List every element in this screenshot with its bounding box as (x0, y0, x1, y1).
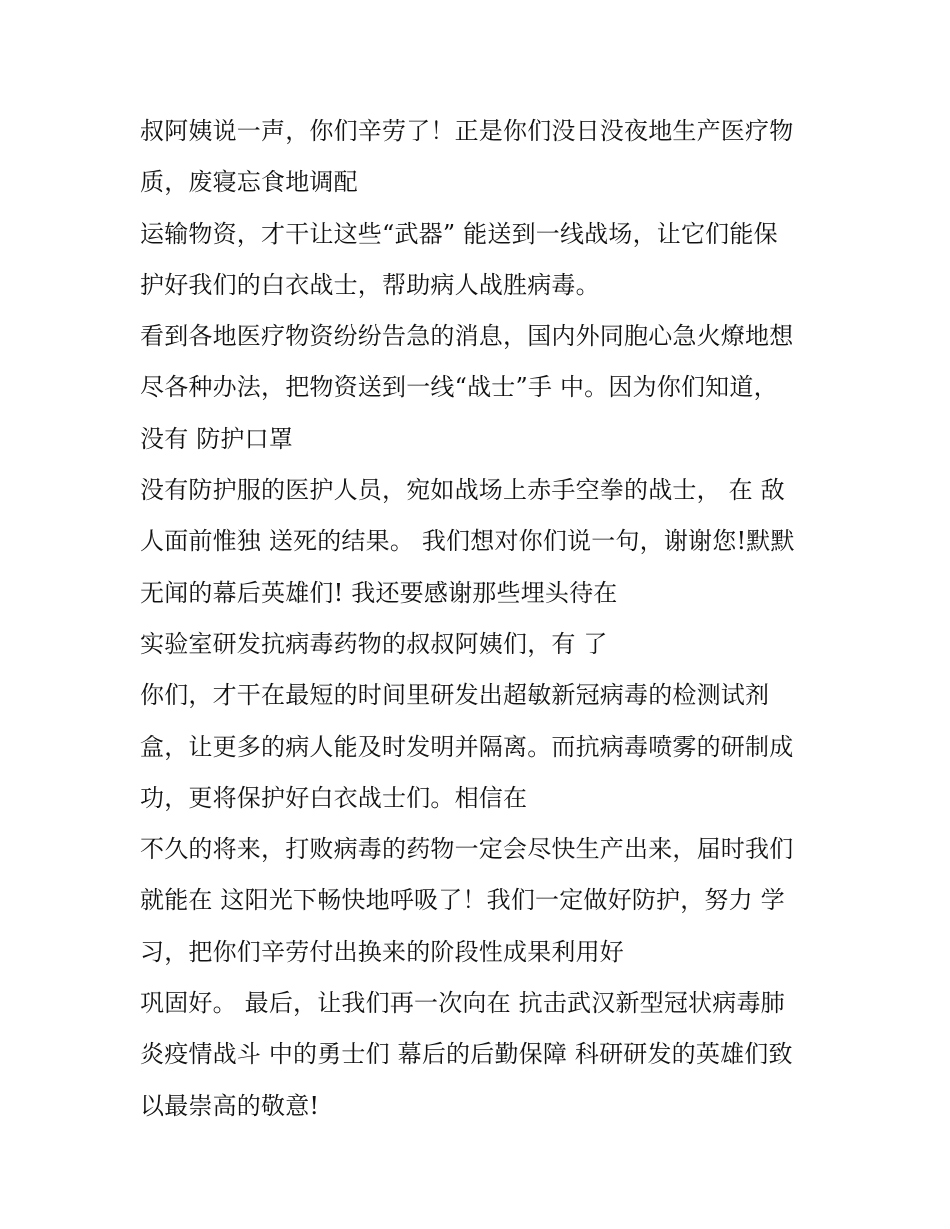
text-line: 实验室研发抗病毒药物的叔叔阿姨们，有 了 (140, 629, 608, 658)
text-line: 无闻的幕后英雄们! 我还要感谢那些埋头待在 (140, 578, 618, 607)
text-line: 炎疫情战斗 中的勇士们 幕后的后勤保障 科研研发的英雄们致 (140, 1040, 793, 1069)
text-line: 习，把你们辛劳付出换来的阶段性成果利用好 (140, 937, 624, 966)
text-line: 质，废寝忘食地调配 (140, 168, 358, 197)
text-line: 叔阿姨说一声，你们辛劳了！正是你们没日没夜地生产医疗物 (140, 117, 794, 145)
text-line: 就能在 这阳光下畅快地呼吸了！我们一定做好防护，努力 学 (140, 886, 785, 915)
text-line: 没有 防护口罩 (140, 424, 294, 453)
text-line: 看到各地医疗物资纷纷告急的消息，国内外同胞心急火燎地想 (140, 322, 794, 351)
text-line: 护好我们的白衣战士，帮助病人战胜病毒。 (140, 270, 600, 299)
text-line: 不久的将来，打败病毒的药物一定会尽快生产出来，届时我们 (140, 835, 794, 864)
text-line: 盒，让更多的病人能及时发明并隔离。而抗病毒喷雾的研制成 (140, 732, 794, 761)
body-text (140, 106, 830, 1132)
text-line: 尽各种办法，把物资送到一线“战士”手 中。因为你们知道， (140, 373, 778, 402)
text-line: 你们，才干在最短的时间里研发出超敏新冠病毒的检测试剂 (140, 681, 770, 710)
text-line: 运输物资，才干让这些“武器” 能送到一线战场，让它们能保 (140, 219, 778, 248)
text-line: 以最崇高的敬意! (140, 1091, 320, 1120)
text-line: 人面前惟独 送死的结果。 我们想对你们说一句，谢谢您!默默 (140, 527, 795, 556)
text-line: 巩固好。 最后，让我们再一次向在 抗击武汉新型冠状病毒肺 (140, 989, 785, 1018)
text-line: 没有防护服的医护人员，宛如战场上赤手空拳的战士， 在 敌 (140, 476, 785, 505)
text-line: 功，更将保护好白衣战士们。相信在 (140, 783, 528, 812)
